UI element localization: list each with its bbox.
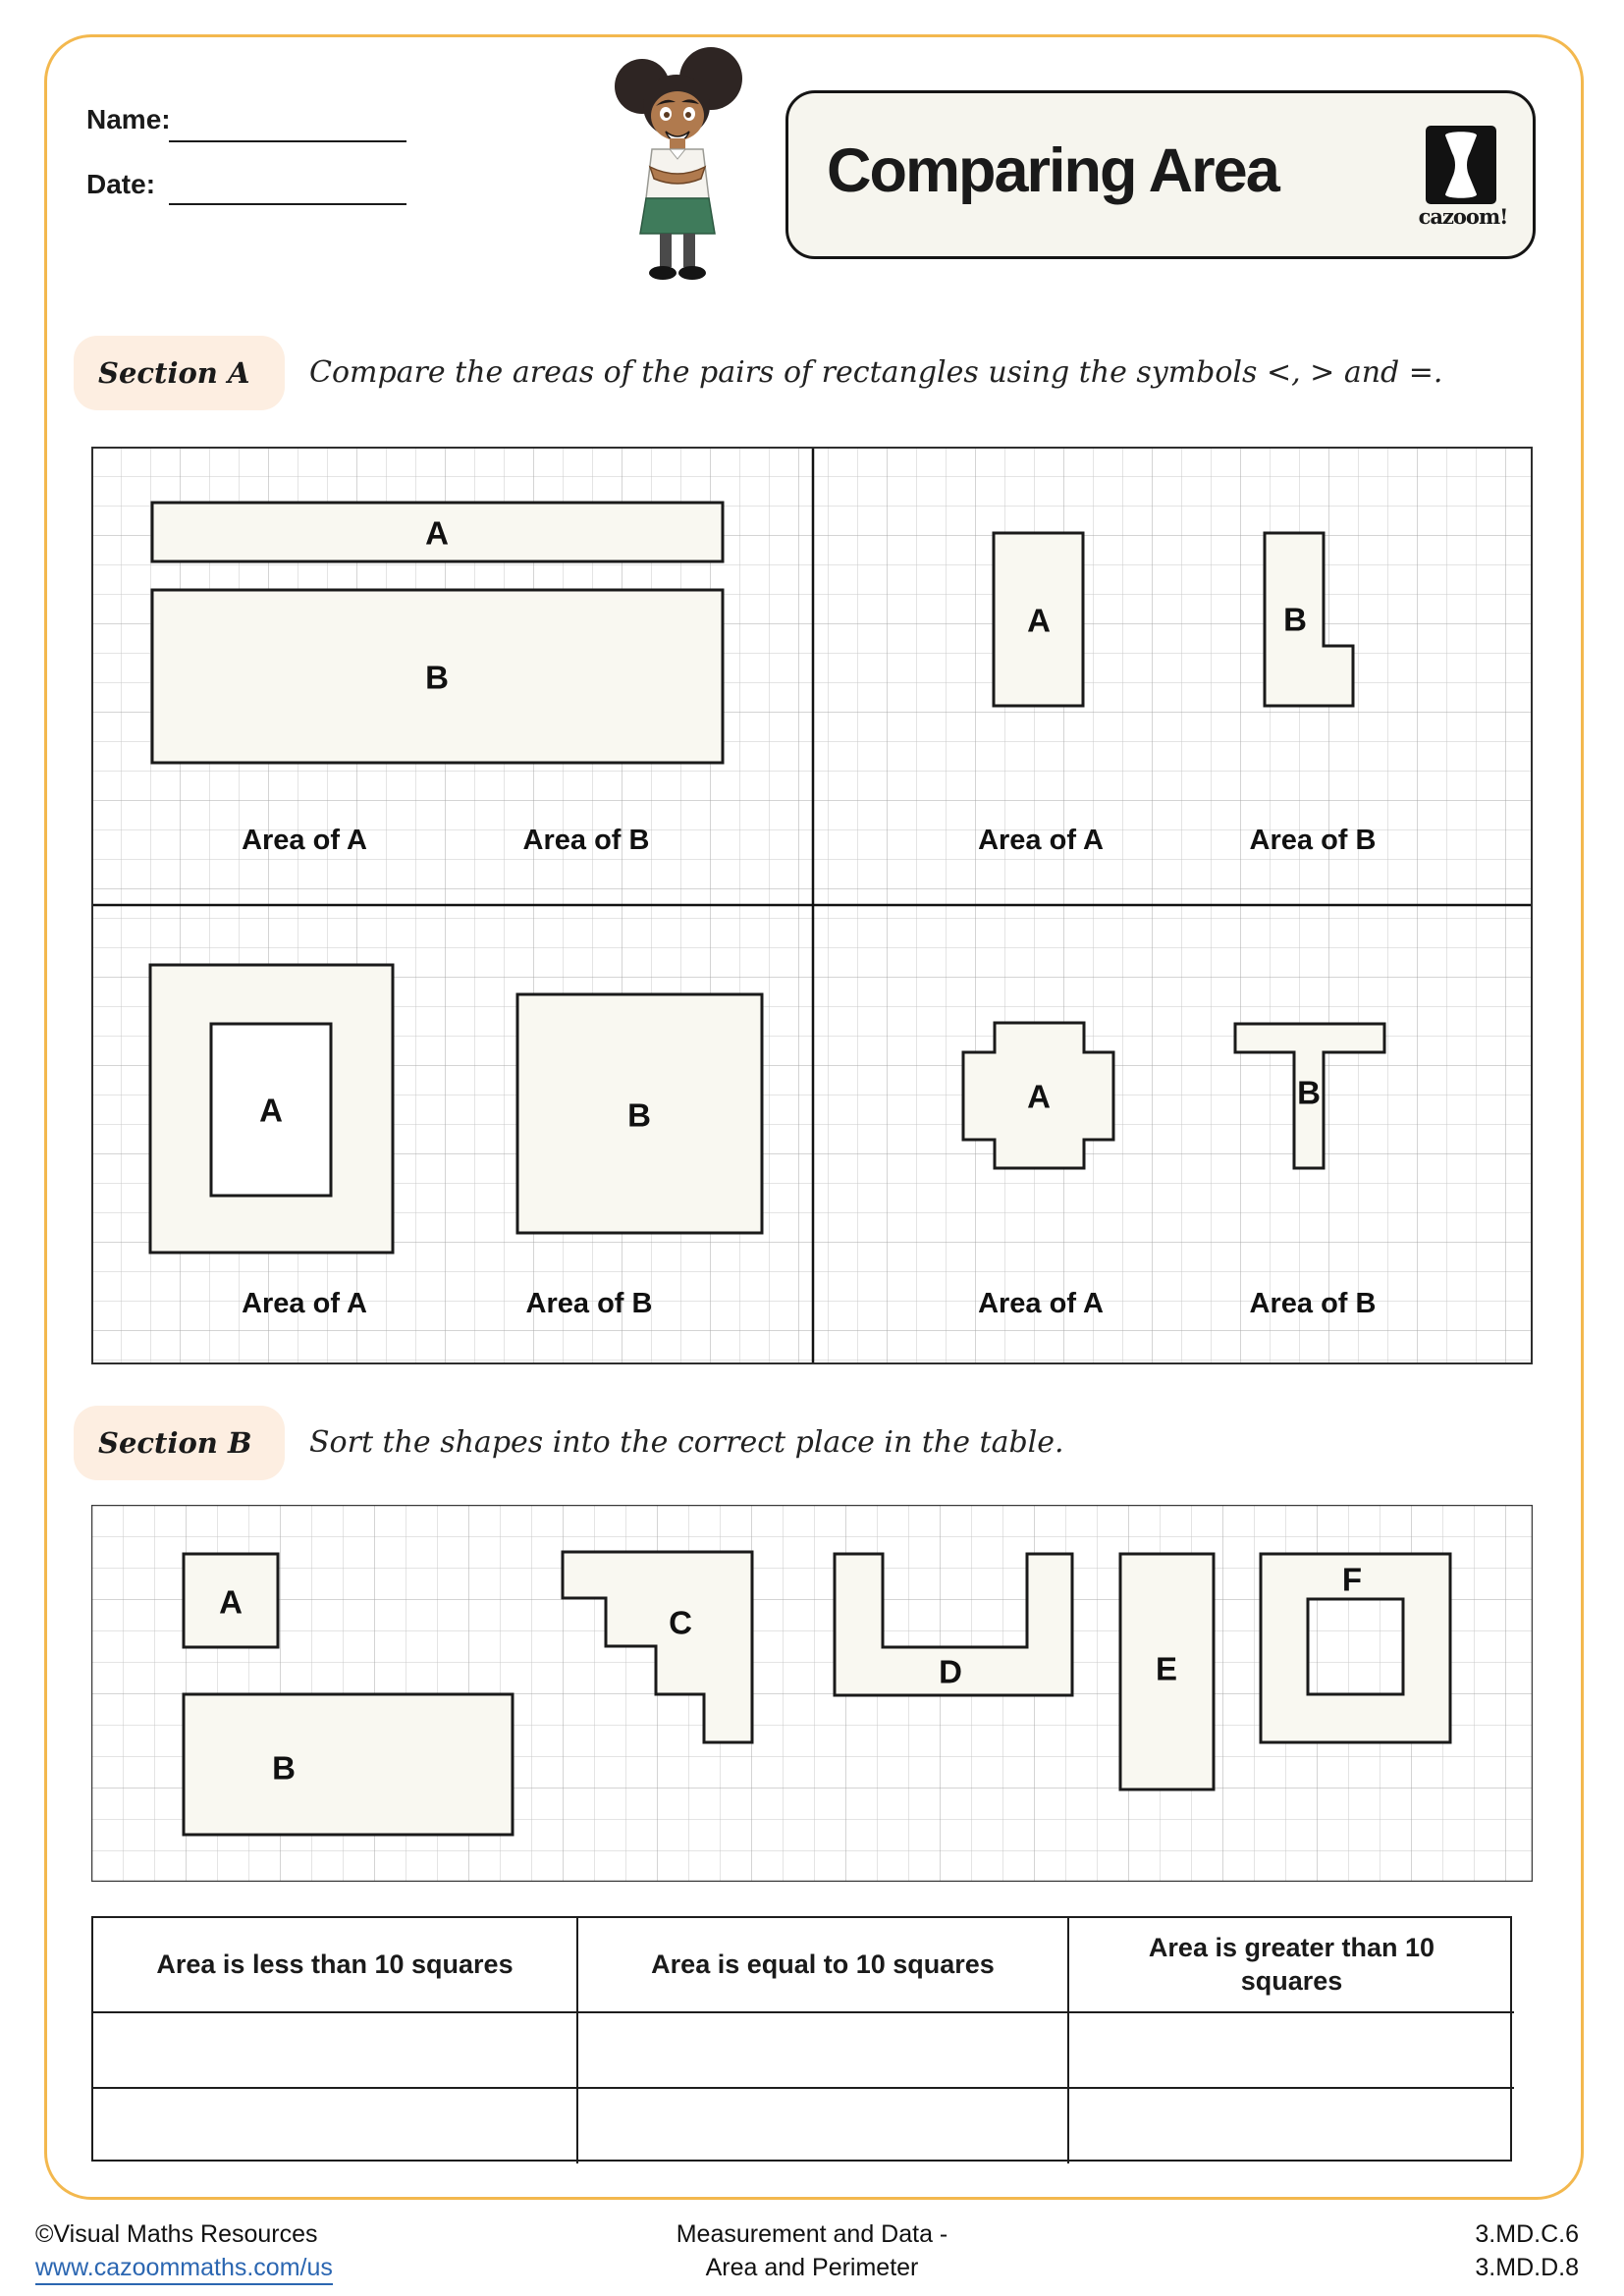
cazoom-logo-text: cazoom! [1418, 204, 1508, 229]
shoe-left [649, 266, 677, 280]
q1-shape-a-letter: A [425, 514, 449, 552]
hourglass-glyph [1426, 126, 1496, 204]
cazoom-logo-icon [1426, 126, 1496, 204]
leg-left [660, 234, 672, 267]
table-answer-cell [93, 2013, 578, 2089]
face [651, 91, 704, 140]
page-title: Comparing Area [827, 136, 1278, 205]
q2-shape-b-letter: B [1283, 601, 1307, 638]
q1-caption-b: Area of B [522, 825, 650, 856]
sort-shape-a-letter: A [219, 1583, 243, 1621]
student-character-illustration [601, 45, 754, 283]
section-b-instruction: Sort the shapes into the correct place in the table. [309, 1425, 1064, 1460]
sort-shape-e-letter: E [1155, 1650, 1178, 1687]
q3-caption-a: Area of A [242, 1288, 367, 1319]
q4-caption-a: Area of A [978, 1288, 1104, 1319]
q3-caption-b: Area of B [525, 1288, 653, 1319]
name-write-line [169, 140, 406, 142]
table-answer-cell [578, 2089, 1069, 2163]
sort-shape-b [184, 1694, 513, 1835]
sorting-table [91, 1916, 1512, 2162]
footer-standard2: 3.MD.D.8 [1475, 2254, 1579, 2281]
shoe-right [678, 266, 706, 280]
table-answer-cell [578, 2013, 1069, 2089]
q4-shape-b-letter: B [1297, 1074, 1321, 1111]
leg-right [683, 234, 695, 267]
table-header-greater-than [1069, 1918, 1514, 2013]
table-answer-cell [1069, 2013, 1514, 2089]
q2-shape-a-letter: A [1027, 602, 1051, 639]
footer-website-link[interactable]: www.cazoommaths.com/us [35, 2254, 333, 2285]
name-label: Name: [86, 104, 171, 134]
section-b-label: Section B [98, 1426, 252, 1460]
q3-shape-b-letter: B [627, 1096, 651, 1134]
table-header-less-than [93, 1918, 578, 2013]
section-a-label: Section A [98, 356, 250, 390]
sort-shape-c-letter: C [669, 1604, 692, 1641]
q4-shape-a-letter: A [1027, 1078, 1051, 1115]
footer-topic-line2: Area and Perimeter [705, 2254, 919, 2281]
table-answer-cell [93, 2089, 578, 2163]
table-header-text: Area is less than 10 squares [156, 1949, 514, 1979]
date-write-line [169, 203, 406, 205]
footer-topic-line1: Measurement and Data - [676, 2220, 948, 2248]
q1-caption-a: Area of A [242, 825, 367, 856]
table-answer-cell [1069, 2089, 1514, 2163]
q2-caption-a: Area of A [978, 825, 1104, 856]
date-label: Date: [86, 169, 156, 199]
q2-caption-b: Area of B [1249, 825, 1377, 856]
section-a-grid [91, 447, 1533, 1364]
q1-shape-b-letter: B [425, 659, 449, 696]
sort-shape-d-letter: D [939, 1653, 962, 1690]
sort-shape-f-letter: F [1341, 1561, 1363, 1598]
q3-shape-a-letter: A [259, 1092, 283, 1129]
footer-standard1: 3.MD.C.6 [1475, 2220, 1579, 2248]
footer-copyright: ©Visual Maths Resources [35, 2220, 318, 2248]
sort-shape-b-letter: B [272, 1749, 296, 1787]
table-header-text: Area is greater than 10 squares [1148, 1932, 1435, 1996]
skirt [640, 198, 715, 234]
table-header-equal [578, 1918, 1069, 2013]
q4-caption-b: Area of B [1249, 1288, 1377, 1319]
section-a-instruction: Compare the areas of the pairs of rectangles using the symbols <, > and =. [309, 355, 1443, 390]
table-header-text: Area is equal to 10 squares [651, 1949, 995, 1979]
section-b-grid [91, 1505, 1533, 1882]
